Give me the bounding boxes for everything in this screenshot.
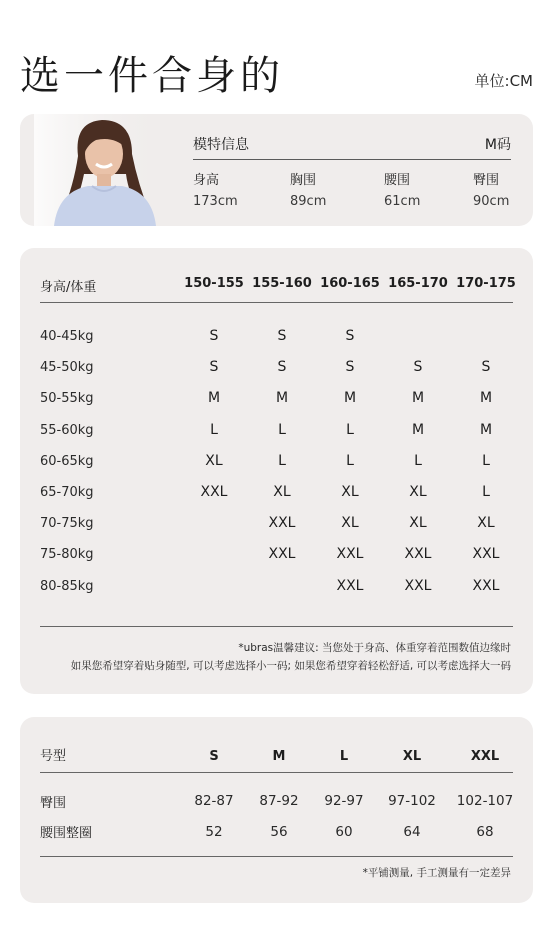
divider xyxy=(40,772,513,773)
measurement-value: 68 xyxy=(476,824,494,840)
measurements-card xyxy=(20,717,533,903)
measurement-value: 92-97 xyxy=(324,793,364,809)
size-note-line1: *ubras温馨建议: 当您处于身高、体重穿着范围数值边缘时 xyxy=(238,642,511,654)
row-label-waist: 腰围整圈 xyxy=(40,826,93,841)
measurement-value: 82-87 xyxy=(194,793,234,809)
measurements-corner: 号型 xyxy=(40,749,67,764)
divider xyxy=(40,302,513,303)
model-field-height xyxy=(193,170,238,212)
weight-row-label: 65-70kg xyxy=(40,485,94,500)
size-header: M xyxy=(272,749,286,764)
model-size: M码 xyxy=(484,137,511,153)
size-cell: M xyxy=(411,390,425,406)
height-header: 150-155 xyxy=(184,276,244,291)
weight-row-label: 45-50kg xyxy=(40,360,94,375)
weight-row-label: 55-60kg xyxy=(40,423,94,438)
weight-row-label: 40-45kg xyxy=(40,329,94,344)
weight-row-label: 75-80kg xyxy=(40,547,94,562)
size-cell: XL xyxy=(341,484,359,500)
size-cell: XL xyxy=(477,515,495,531)
field-name: 胸围 xyxy=(290,173,317,188)
height-header: 155-160 xyxy=(252,276,312,291)
measurement-value: 52 xyxy=(205,824,223,840)
size-cell: L xyxy=(482,453,490,469)
unit-label: 单位:CM xyxy=(474,72,533,90)
model-field-hip xyxy=(473,170,509,212)
size-cell: L xyxy=(414,453,422,469)
model-info-label: 模特信息 xyxy=(193,137,249,153)
model-info-card xyxy=(20,114,533,226)
size-cell: L xyxy=(482,484,490,500)
field-value: 61cm xyxy=(384,194,421,209)
size-cell: XXL xyxy=(404,546,432,562)
model-field-waist xyxy=(384,170,420,212)
field-name: 臀围 xyxy=(473,173,500,188)
size-header: L xyxy=(339,749,349,764)
size-cell: XXL xyxy=(404,578,432,594)
height-header: 170-175 xyxy=(456,276,516,291)
size-cell: L xyxy=(278,453,286,469)
row-label-hip: 臀围 xyxy=(40,796,67,811)
size-cell: M xyxy=(343,390,357,406)
weight-row-label: 80-85kg xyxy=(40,579,94,594)
size-header: XL xyxy=(402,749,422,764)
measurement-value: 97-102 xyxy=(388,793,436,809)
page-title: 选一件合身的 xyxy=(20,53,284,99)
size-cell: S xyxy=(277,328,287,344)
size-cell: L xyxy=(346,453,354,469)
field-name: 腰围 xyxy=(384,173,411,188)
size-cell: M xyxy=(479,422,493,438)
field-name: 身高 xyxy=(193,173,220,188)
size-cell: S xyxy=(345,328,355,344)
size-cell: XL xyxy=(205,453,223,469)
size-cell: S xyxy=(209,359,219,375)
size-cell: S xyxy=(413,359,423,375)
size-cell: XL xyxy=(409,484,427,500)
size-note-line2: 如果您希望穿着贴身随型, 可以考虑选择小一码; 如果您希望穿着轻松舒适, 可以考虑选择大一码 xyxy=(70,660,511,672)
size-cell: L xyxy=(278,422,286,438)
size-cell: XXL xyxy=(200,484,228,500)
size-cell: XXL xyxy=(336,546,364,562)
size-cell: XXL xyxy=(336,578,364,594)
divider xyxy=(193,159,511,160)
size-cell: L xyxy=(346,422,354,438)
size-cell: M xyxy=(207,390,221,406)
size-cell: S xyxy=(481,359,491,375)
size-chart-corner: 身高/体重 xyxy=(40,280,97,295)
model-photo xyxy=(34,114,166,226)
weight-row-label: 70-75kg xyxy=(40,516,94,531)
height-header: 160-165 xyxy=(320,276,380,291)
size-cell: XXL xyxy=(268,515,296,531)
size-cell: XXL xyxy=(472,578,500,594)
measurement-value: 56 xyxy=(270,824,288,840)
field-value: 173cm xyxy=(193,194,238,209)
size-chart-card xyxy=(20,248,533,694)
size-cell: M xyxy=(275,390,289,406)
size-cell: S xyxy=(209,328,219,344)
measurement-value: 64 xyxy=(403,824,421,840)
size-cell: M xyxy=(479,390,493,406)
weight-row-label: 50-55kg xyxy=(40,391,94,406)
size-cell: XXL xyxy=(268,546,296,562)
divider xyxy=(40,856,513,857)
size-cell: XL xyxy=(409,515,427,531)
field-value: 89cm xyxy=(290,194,327,209)
height-header: 165-170 xyxy=(388,276,448,291)
measurement-value: 60 xyxy=(335,824,353,840)
measurements-note: *平铺测量, 手工测量有一定差异 xyxy=(362,867,511,879)
size-header: XXL xyxy=(470,749,500,764)
measurement-value: 87-92 xyxy=(259,793,299,809)
size-cell: M xyxy=(411,422,425,438)
weight-row-label: 60-65kg xyxy=(40,454,94,469)
size-cell: XL xyxy=(273,484,291,500)
field-value: 90cm xyxy=(473,194,510,209)
measurement-value: 102-107 xyxy=(456,793,514,809)
size-cell: S xyxy=(277,359,287,375)
size-cell: XL xyxy=(341,515,359,531)
model-field-chest xyxy=(290,170,326,212)
size-header: S xyxy=(209,749,219,764)
size-cell: S xyxy=(345,359,355,375)
divider xyxy=(40,626,513,627)
size-cell: XXL xyxy=(472,546,500,562)
size-cell: L xyxy=(210,422,218,438)
